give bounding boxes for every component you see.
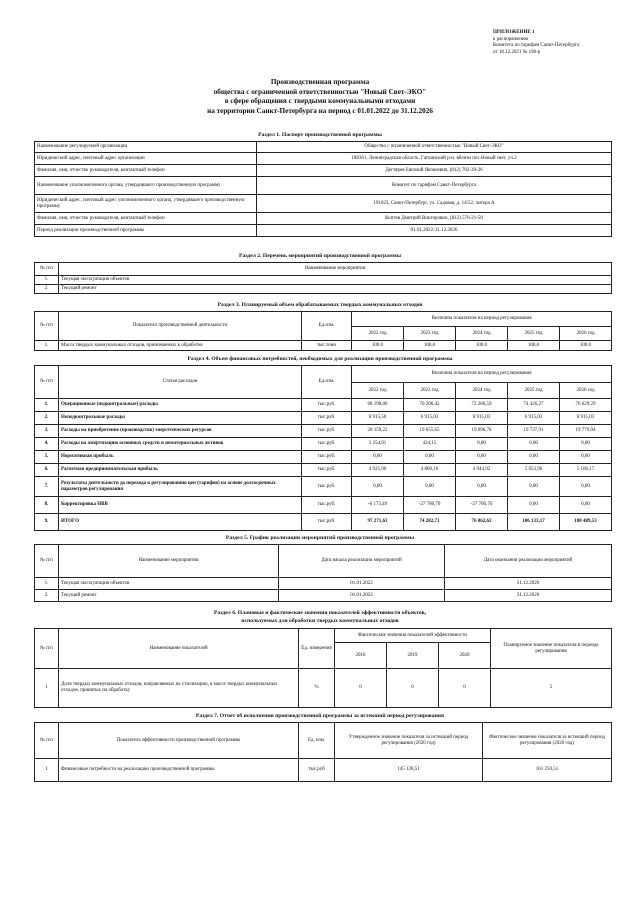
table-row — [35, 669, 612, 708]
appendix-title: ПРИЛОЖЕНИЕ 1 — [493, 30, 535, 35]
section3-title: Раздел 3. Планируемый объем обрабатываемых твердых коммунальных отходов — [217, 302, 423, 308]
row-num: 1. — [35, 399, 59, 412]
value-cell: 0,00 — [508, 477, 560, 497]
year-header: 2020 — [439, 643, 491, 669]
year-header: 2023 год — [404, 383, 456, 399]
year-header: 2025 год — [508, 383, 560, 399]
activity-name: Текущая эксплуатация объектов — [59, 578, 279, 590]
section6-title-line: используемых для обработки твердых коммунальных отходов — [241, 618, 399, 624]
appendix-line: Комитета по тарифам Санкт-Петербурга — [493, 43, 580, 48]
unit-cell: тыс.руб. — [302, 425, 352, 438]
expense-name: Расходы на амортизацию основных средств и нематериальных активов — [59, 438, 302, 451]
report-table — [34, 722, 612, 782]
col-header: Наименование мероприятия — [59, 545, 279, 578]
row-num: 9. — [35, 514, 59, 531]
value-cell: 0,00 — [560, 438, 612, 451]
col-header: Ед.изм. — [302, 312, 352, 341]
value-cell: 100,0 — [456, 341, 508, 351]
volume-table — [34, 311, 612, 351]
unit-cell: тыс.руб. — [302, 438, 352, 451]
passport-label: Период реализации производственной программы — [35, 225, 257, 237]
value-cell: 0,00 — [352, 451, 404, 464]
activity-name: Текущий ремонт — [59, 590, 279, 602]
unit-cell: тыс.руб. — [302, 399, 352, 412]
passport-value: Коптев Дмитрий Викторович, (812) 576-21-50 — [257, 213, 612, 225]
row-num: 1 — [35, 669, 59, 708]
passport-label: Наименование уполномоченного органа, утвердившего производственную программу — [35, 177, 257, 195]
value-cell: 0,00 — [404, 477, 456, 497]
appendix-line: от 18.12.2021 № 190-р — [493, 49, 541, 55]
passport-value: 191023, Санкт-Петербург, ул. Садовая, д. 14/52, литера А — [257, 195, 612, 213]
value-cell: 0,00 — [352, 477, 404, 497]
expense-name: Результаты деятельности до перехода к регулированию цен (тарифов) на основе долгосрочных параметров регулирования — [59, 477, 302, 497]
value-cell: 100,0 — [508, 341, 560, 351]
col-header: Фактические значения показателей эффективности — [335, 629, 491, 643]
row-num: 4. — [35, 438, 59, 451]
row-num: 5. — [35, 451, 59, 464]
passport-label: Юридический адрес, почтовый адрес уполномоченного органа, утвердившего производственную программу — [35, 195, 257, 213]
table-row — [35, 341, 612, 351]
passport-label: Фамилия, имя, отчество руководителя, контактный телефон — [35, 165, 257, 177]
activity-name: Текущий ремонт — [59, 285, 612, 294]
value-cell: 0,00 — [404, 451, 456, 464]
year-header: 2026 год — [560, 383, 612, 399]
value-cell: 68 190,00 — [352, 399, 404, 412]
value-cell: -27 780,70 — [404, 497, 456, 514]
value-cell: 4 944,92 — [456, 464, 508, 477]
passport-value: 188361, Ленинградская область, Гатчинский р-н, вблизи пос.Новый свет, уч.2 — [257, 153, 612, 165]
col-header: Планируемое значение показателя в периоде регулирования — [491, 629, 612, 669]
title-line: на территории Санкт-Петербурга на период с 01.01.2022 до 31.12.2026 — [207, 106, 433, 115]
passport-label: Наименование регулируемой организации — [35, 142, 257, 153]
row-num: 1. — [35, 276, 59, 285]
passport-value: Комитет по тарифам Санкт-Петербурга — [257, 177, 612, 195]
value-cell: 6 915,03 — [404, 412, 456, 425]
table-row — [35, 195, 612, 213]
table-header-row — [35, 545, 612, 578]
section1-title: Раздел 1. Паспорт производственной программы — [258, 132, 382, 138]
indicator-name: Финансовые потребности на реализацию производственной программы — [59, 759, 299, 782]
value-cell: 4 860,16 — [404, 464, 456, 477]
table-row — [35, 438, 612, 451]
table-row — [35, 497, 612, 514]
unit-cell: тыс.тонн — [302, 341, 352, 351]
activity-name: Текущая эксплуатация объектов — [59, 276, 612, 285]
table-row — [35, 514, 612, 531]
col-header: Ед.изм. — [302, 366, 352, 399]
col-header: Дата окончания реализации мероприятий — [445, 545, 612, 578]
table-row — [35, 451, 612, 464]
passport-value: Общество с ограниченной ответственностью "Новый Свет-ЭКО" — [257, 142, 612, 153]
col-header: № п/п — [35, 366, 59, 399]
value-cell: 0,00 — [508, 497, 560, 514]
row-num: 2. — [35, 285, 59, 294]
col-header: Ед. изм. — [299, 723, 335, 759]
value-cell: 424,15 — [404, 438, 456, 451]
col-header: Величина показателя на период регулирования — [352, 366, 612, 383]
value-cell: 72 286,59 — [456, 399, 508, 412]
value-cell: 76 629,29 — [560, 399, 612, 412]
expense-name: Нормативная прибыль — [59, 451, 302, 464]
value-cell: 19 696,78 — [456, 425, 508, 438]
col-header: Утвержденное значение показателя за истекший период регулирования (2020 год) — [335, 723, 483, 759]
col-header: № п/п — [35, 723, 59, 759]
row-num: 1. — [35, 341, 59, 351]
year-header: 2019 — [387, 643, 439, 669]
value-cell: -6 173,49 — [352, 497, 404, 514]
value-cell: 3 254,91 — [352, 438, 404, 451]
value-cell: 19 655,65 — [404, 425, 456, 438]
row-num: 6. — [35, 464, 59, 477]
actual-value: 161 250,51 — [483, 759, 612, 782]
col-header: Величина показателя на период регулирования — [352, 312, 612, 327]
year-header: 2024 год — [456, 327, 508, 341]
col-header: № п/п — [35, 545, 59, 578]
expense-name: Операционные (подконтрольные) расходы — [59, 399, 302, 412]
activities-table — [34, 262, 612, 294]
value-cell: 20 159,22 — [352, 425, 404, 438]
unit-cell: тыс.руб. — [302, 451, 352, 464]
value-cell: 100,0 — [352, 341, 404, 351]
value-cell: 19 779,04 — [560, 425, 612, 438]
col-header: № п/п — [35, 263, 59, 276]
value-cell: 5 166,17 — [560, 464, 612, 477]
section6-title — [0, 609, 640, 625]
table-header-row — [35, 723, 612, 759]
table-header-row — [35, 312, 612, 327]
table-row — [35, 225, 612, 237]
title-line: общества с ограниченной ответственностью "Новый Свет-ЭКО" — [213, 87, 427, 96]
col-header: Дата начала реализации мероприятий — [279, 545, 445, 578]
value-cell: 0,00 — [456, 477, 508, 497]
value-cell: 74 426,27 — [508, 399, 560, 412]
value-cell: 70 206,42 — [404, 399, 456, 412]
passport-value: 01.01.2022-31.12.2026 — [257, 225, 612, 237]
value-cell: 4 925,96 — [352, 464, 404, 477]
start-date: 01.01.2022 — [279, 578, 445, 590]
passport-value: Дегтярев Евгений Яковлевич, (812) 702-39-26 — [257, 165, 612, 177]
table-row — [35, 142, 612, 153]
value-cell: -27 780,70 — [456, 497, 508, 514]
row-num: 1. — [35, 578, 59, 590]
value-cell: 0,00 — [560, 497, 612, 514]
value-cell: 5 053,96 — [508, 464, 560, 477]
value-cell: 74 282,71 — [404, 514, 456, 531]
passport-table — [34, 141, 612, 237]
value-cell: 76 062,62 — [456, 514, 508, 531]
passport-label: Фамилия, имя, отчество руководителя, контактный телефон — [35, 213, 257, 225]
expense-name: Расходы на приобретение (производство) энергетических ресурсов — [59, 425, 302, 438]
value-cell: 0,00 — [508, 451, 560, 464]
col-header: Наименование мероприятия — [59, 263, 612, 276]
value-cell: 100,0 — [404, 341, 456, 351]
expense-name: ИТОГО — [59, 514, 302, 531]
table-row — [35, 590, 612, 602]
value-cell: 106 133,17 — [508, 514, 560, 531]
appendix-block — [493, 30, 579, 56]
value-cell: 19 737,91 — [508, 425, 560, 438]
document-title — [0, 78, 640, 116]
passport-label: Юридический адрес, почтовый адрес организации — [35, 153, 257, 165]
table-row — [35, 165, 612, 177]
title-line: в сфере обращения с твердыми коммунальными отходами — [224, 97, 416, 105]
value-cell: 108 489,53 — [560, 514, 612, 531]
value-cell: 6 915,03 — [560, 412, 612, 425]
col-header: Показатели производственной деятельности — [59, 312, 302, 341]
schedule-table — [34, 544, 612, 602]
row-num: 2. — [35, 590, 59, 602]
value-cell: 0,00 — [560, 451, 612, 464]
section4-title: Раздел 4. Объем финансовых потребностей, необходимых для реализации производственной программы — [187, 356, 453, 362]
unit-cell: тыс.руб. — [302, 514, 352, 531]
title-line: Производственная программа — [270, 78, 370, 86]
value-cell: 0 — [387, 669, 439, 708]
value-cell: 0,00 — [456, 451, 508, 464]
row-num: 1 — [35, 759, 59, 782]
section5-title: Раздел 5. График реализации мероприятий производственной программы — [225, 535, 415, 541]
col-header: Наименование показателей — [59, 629, 299, 669]
table-row — [35, 153, 612, 165]
value-cell: 0 — [335, 669, 387, 708]
value-cell: 6 915,03 — [508, 412, 560, 425]
col-header: Статья расходов — [59, 366, 302, 399]
table-row — [35, 759, 612, 782]
year-header: 2025 год — [508, 327, 560, 341]
table-row — [35, 276, 612, 285]
year-header: 2023 год — [404, 327, 456, 341]
efficiency-table — [34, 628, 612, 708]
year-header: 2022 год — [352, 327, 404, 341]
finance-table — [34, 365, 612, 531]
value-cell: 0,00 — [456, 438, 508, 451]
value-cell: 100,0 — [560, 341, 612, 351]
table-row — [35, 425, 612, 438]
approved-value: 145 128,51 — [335, 759, 483, 782]
table-row — [35, 177, 612, 195]
section7-title: Раздел 7. Отчет об исполнении производственной программы за истекший период регулирования — [195, 713, 445, 719]
table-header-row — [35, 366, 612, 383]
section2-title: Раздел 2. Перечень мероприятий производственной программы — [239, 253, 401, 259]
col-header: Ед. измерения — [299, 629, 335, 669]
end-date: 31.12.2026 — [445, 590, 612, 602]
table-row — [35, 464, 612, 477]
year-header: 2022 год — [352, 383, 404, 399]
table-header-row — [35, 629, 612, 643]
table-row — [35, 399, 612, 412]
start-date: 01.01.2022 — [279, 590, 445, 602]
row-num: 8. — [35, 497, 59, 514]
year-header: 2024 год — [456, 383, 508, 399]
table-row — [35, 412, 612, 425]
row-num: 3. — [35, 425, 59, 438]
table-header-row — [35, 263, 612, 276]
year-header: 2018 — [335, 643, 387, 669]
col-header: Показатель эффективности производственной программы — [59, 723, 299, 759]
expense-name: Неподконтрольные расходы — [59, 412, 302, 425]
section6-title-line: Раздел 6. Плановые и фактические значения показателей эффективности объектов, — [214, 610, 426, 616]
unit-cell: тыс.руб — [299, 759, 335, 782]
expense-name: Корректировка НВВ — [59, 497, 302, 514]
unit-cell: тыс.руб. — [302, 497, 352, 514]
table-row — [35, 477, 612, 497]
value-cell: 0 — [439, 669, 491, 708]
unit-cell: тыс.руб. — [302, 412, 352, 425]
indicator-name: Доля твердых коммунальных отходов, направляемых на утилизацию, в массе твердых коммунальных отходов, принятых на обработку — [59, 669, 299, 708]
col-header: Фактическое значение показателя за истекший период регулирования (2020 год) — [483, 723, 612, 759]
unit-cell: тыс.руб. — [302, 464, 352, 477]
year-header: 2026 год — [560, 327, 612, 341]
unit-cell: тыс.руб. — [302, 477, 352, 497]
appendix-line: к распоряжению — [493, 36, 529, 42]
expense-name: Расчетная предпринимательская прибыль — [59, 464, 302, 477]
value-cell: 97 271,63 — [352, 514, 404, 531]
table-row — [35, 578, 612, 590]
value-cell: 0,00 — [508, 438, 560, 451]
unit-cell: % — [299, 669, 335, 708]
value-cell: 6 915,03 — [456, 412, 508, 425]
col-header: № п/п — [35, 312, 59, 341]
row-num: 7. — [35, 477, 59, 497]
col-header: № п/п — [35, 629, 59, 669]
end-date: 31.12.2026 — [445, 578, 612, 590]
plan-value: 5 — [491, 669, 612, 708]
table-row — [35, 285, 612, 294]
value-cell: 0,00 — [560, 477, 612, 497]
table-row — [35, 213, 612, 225]
value-cell: 6 915,50 — [352, 412, 404, 425]
row-num: 2. — [35, 412, 59, 425]
indicator-name: Масса твердых коммунальных отходов, принимаемых к обработке — [59, 341, 302, 351]
